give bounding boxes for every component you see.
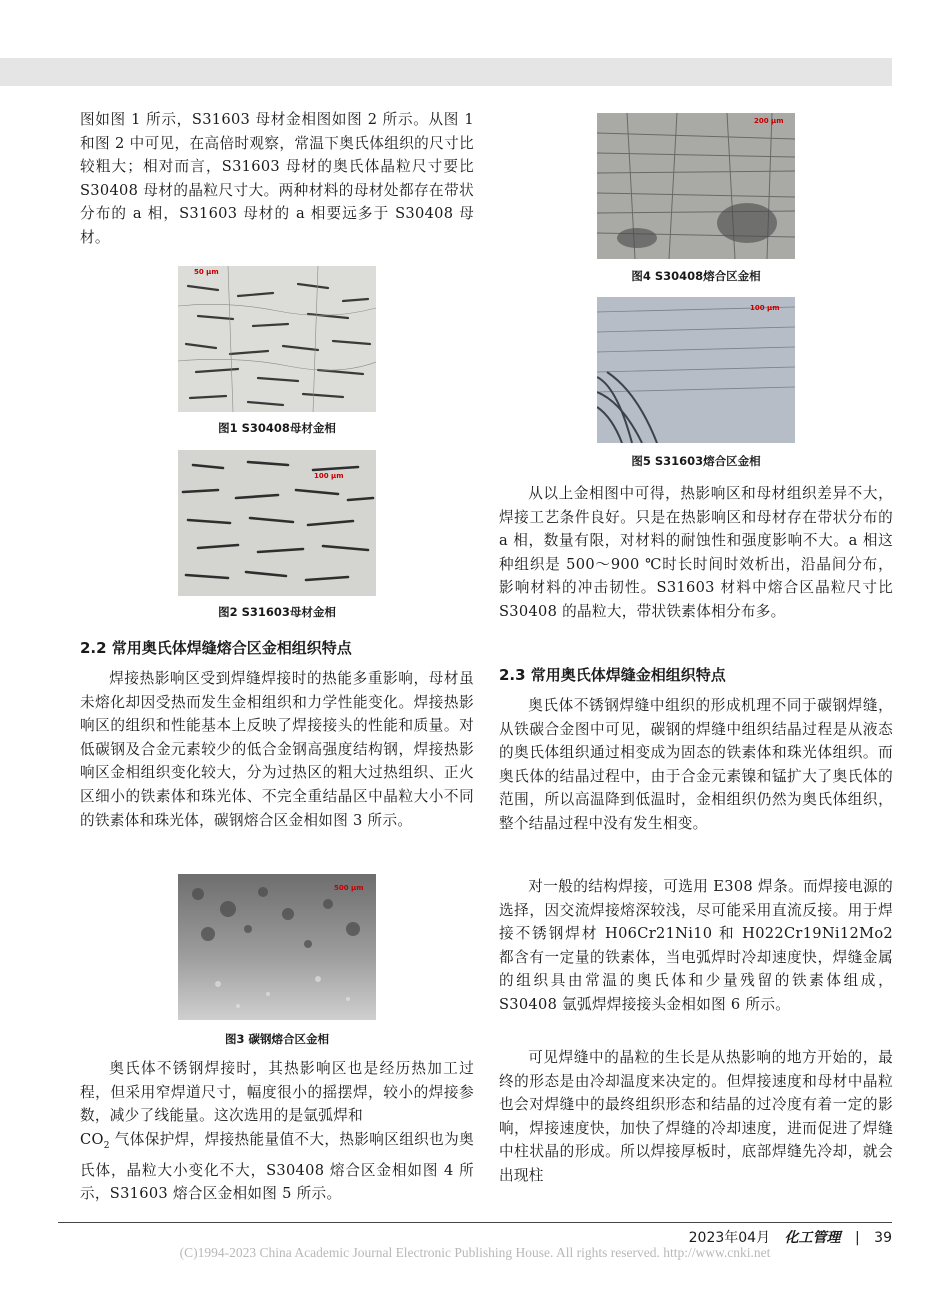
journal-name: 化工管理 <box>784 1230 841 1246</box>
figure-caption: 图1 S30408母材金相 <box>218 421 336 435</box>
body-text: 气体保护焊，焊接热能量值不大，热影响区组织也为奥氏体，晶粒大小变化不大，S30408 熔合区金相如图 4 所示，S31603 熔合区金相如图 5 所示。 <box>80 1131 474 1203</box>
footer-rule <box>58 1222 892 1223</box>
co2-subscript: 2 <box>103 1140 110 1151</box>
scale-bar-label: 100 μm <box>314 472 344 480</box>
body-paragraph: 从以上金相图中可得，热影响区和母材组织差异不大，焊接工艺条件良好。只是在热影响区和母材存在带状分布的 a 相，数量有限，对材料的耐蚀性和强度影响不大。a 相这种组织是 500～900 ℃时长时间时效析出，沿晶间分布，影响材料的冲击韧性。S31603 材料中熔合区晶粒尺寸比 S30408 的晶粒大，带状铁素体相分布多。 <box>499 485 893 620</box>
figure-caption: 图2 S31603母材金相 <box>218 605 336 619</box>
figure-caption: 图3 碳钢熔合区金相 <box>224 1032 329 1046</box>
copyright-watermark: (C)1994-2023 China Academic Journal Electronic Publishing House. All rights reserved. http://www.cnki.net <box>179 1245 771 1260</box>
co2-text: CO <box>80 1131 104 1148</box>
page-number: 39 <box>874 1230 892 1246</box>
footer-separator: | <box>855 1230 860 1246</box>
figure-caption: 图5 S31603熔合区金相 <box>631 454 761 468</box>
scale-bar-label: 500 μm <box>334 884 364 892</box>
figure-1-micrograph <box>178 266 376 412</box>
section-heading: 2.3 常用奥氏体焊缝金相组织特点 <box>499 666 726 684</box>
body-paragraph: 图如图 1 所示，S31603 母材金相图如图 2 所示。从图 1 和图 2 中可见，在高倍时观察，常温下奥氏体组织的尺寸比较粗大；相对而言，S31603 母材的奥氏体晶粒尺寸要比 S30408 母材的晶粒尺寸大。两种材料的母材处都存在带状分布的 a 相，S31603 母材的 a 相要远多于 S30408 母材。 <box>80 111 474 246</box>
figure-3-micrograph <box>178 874 376 1020</box>
scale-bar-label: 200 μm <box>754 117 784 125</box>
issue-date: 2023年04月 <box>688 1230 771 1246</box>
figure-caption: 图4 S30408熔合区金相 <box>631 269 761 283</box>
figure-4-micrograph <box>597 113 795 259</box>
body-paragraph-continued <box>80 1128 474 1206</box>
scale-bar-label: 50 μm <box>194 268 219 276</box>
header-band <box>0 58 892 86</box>
body-paragraph: 焊接热影响区受到焊缝焊接时的热能多重影响，母材虽未熔化却因受热而发生金相组织和力学性能变化。焊接热影响区的组织和性能基本上反映了焊接接头的性能和质量。对低碳钢及合金元素较少的低合金钢高强度结构钢，焊接热影响区金相组织变化较大，分为过热区的粗大过热组织、正火区细小的铁素体和珠光体、不完全重结晶区中晶粒大小不同的铁素体和珠光体，碳钢熔合区金相如图 3 所示。 <box>80 670 474 829</box>
figure-2-micrograph <box>178 450 376 596</box>
body-paragraph: 奥氏体不锈钢焊接时，其热影响区也是经历热加工过程，但采用窄焊道尺寸，幅度很小的摇摆焊，较小的焊接参数，减少了线能量。这次选用的是氩弧焊和 <box>80 1060 474 1125</box>
figure-5-micrograph <box>597 297 795 443</box>
section-heading: 2.2 常用奥氏体焊缝熔合区金相组织特点 <box>80 639 352 657</box>
body-paragraph: 奥氏体不锈钢焊缝中组织的形成机理不同于碳钢焊缝，从铁碳合金图中可见，碳钢的焊缝中组织结晶过程是从液态的奥氏体组织通过相变成为固态的铁素体和珠光体组织。而奥氏体的结晶过程中，由于合金元素镍和锰扩大了奥氏体的范围，所以高温降到低温时，金相组织仍然为奥氏体组织，整个结晶过程中没有发生相变。 <box>499 697 893 832</box>
scale-bar-label: 100 μm <box>750 304 780 312</box>
body-paragraph: 对一般的结构焊接，可选用 E308 焊条。而焊接电源的选择，因交流焊接熔深较浅，尽可能采用直流反接。用于焊接不锈钢焊材 H06Cr21Ni10 和 H022Cr19Ni12Mo2 都含有一定量的铁素体，当电弧焊时冷却速度快，焊缝金属的组织具由常温的奥氏体和少量残留的铁素体组成，S30408 氩弧焊焊接接头金相如图 6 所示。 <box>499 878 893 1013</box>
body-paragraph: 可见焊缝中的晶粒的生长是从热影响的地方开始的，最终的形态是由冷却温度来决定的。但焊接速度和母材中晶粒也会对焊缝中的最终组织形态和结晶的过冷度有着一定的影响，焊接速度快，加快了焊缝的冷却速度，进而促进了焊缝中柱状晶的形成。所以焊接厚板时，底部焊缝先冷却，就会出现柱 <box>499 1049 893 1184</box>
